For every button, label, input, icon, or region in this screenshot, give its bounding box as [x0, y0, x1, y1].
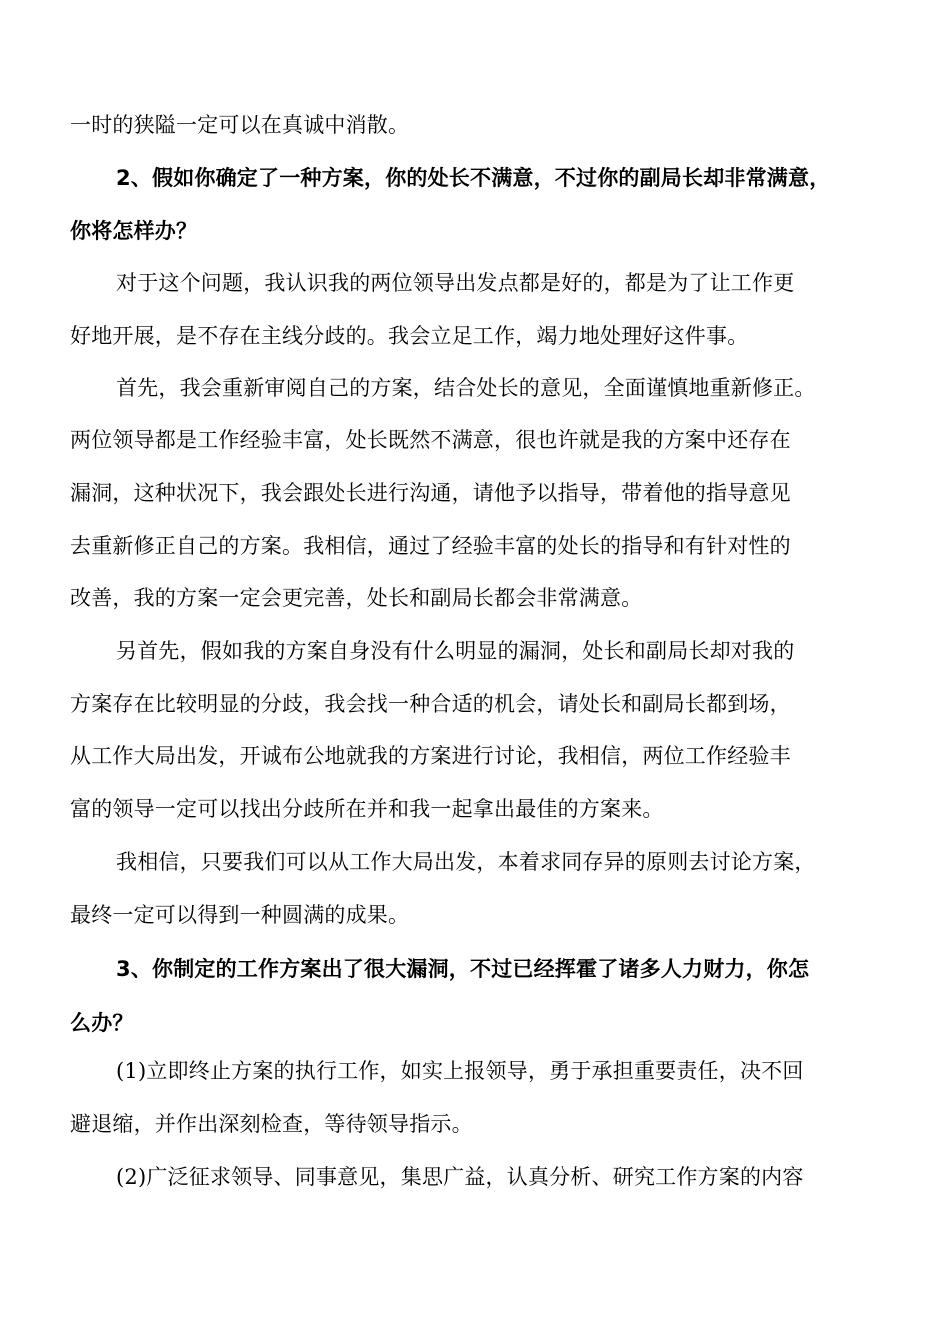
- list-item-line: (1)立即终止方案的执行工作，如实上报领导，勇于承担重要责任，决不回: [116, 1059, 804, 1083]
- question-2-heading: 2、假如你确定了一种方案，你的处长不满意，不过你的副局长却非常满意，: [116, 166, 831, 190]
- paragraph-line: 对于这个问题，我认识我的两位领导出发点都是好的，都是为了让工作更: [116, 271, 795, 295]
- paragraph-line: 我相信，只要我们可以从工作大局出发，本着求同存异的原则去讨论方案，: [116, 850, 816, 874]
- paragraph-line: 方案存在比较明显的分歧，我会找一种合适的机会，请处长和副局长都到场，: [70, 692, 791, 716]
- paragraph-line: 最终一定可以得到一种圆满的成果。: [70, 903, 410, 927]
- question-3-heading-cont: 么办？: [70, 1011, 134, 1035]
- paragraph-line: 从工作大局出发，开诚布公地就我的方案进行讨论，我相信，两位工作经验丰: [70, 744, 791, 768]
- paragraph-line: 去重新修正自己的方案。我相信，通过了经验丰富的处长的指导和有针对性的: [70, 534, 791, 558]
- paragraph-line: 改善，我的方案一定会更完善，处长和副局长都会非常满意。: [70, 586, 643, 610]
- paragraph-line: 漏洞，这种状况下，我会跟处长进行沟通，请他予以指导，带着他的指导意见: [70, 481, 791, 505]
- paragraph-line: 首先，我会重新审阅自己的方案，结合处长的意见，全面谨慎地重新修正。: [116, 376, 816, 400]
- list-item-line: 避退缩，并作出深刻检查，等待领导指示。: [70, 1112, 473, 1136]
- text-line: 一时的狭隘一定可以在真诚中消散。: [70, 113, 410, 137]
- paragraph-line: 另首先，假如我的方案自身没有什么明显的漏洞，处长和副局长却对我的: [116, 639, 795, 663]
- paragraph-line: 两位领导都是工作经验丰富，处长既然不满意，很也许就是我的方案中还存在: [70, 428, 791, 452]
- paragraph-line: 好地开展，是不存在主线分歧的。我会立足工作，竭力地处理好这件事。: [70, 324, 749, 348]
- question-2-heading-cont: 你将怎样办？: [70, 219, 198, 243]
- paragraph-line: 富的领导一定可以找出分歧所在并和我一起拿出最佳的方案来。: [70, 797, 664, 821]
- question-3-heading: 3、你制定的工作方案出了很大漏洞，不过已经挥霍了诸多人力财力，你怎: [116, 957, 810, 981]
- list-item-line: (2)广泛征求领导、同事意见，集思广益，认真分析、研究工作方案的内容: [116, 1165, 804, 1189]
